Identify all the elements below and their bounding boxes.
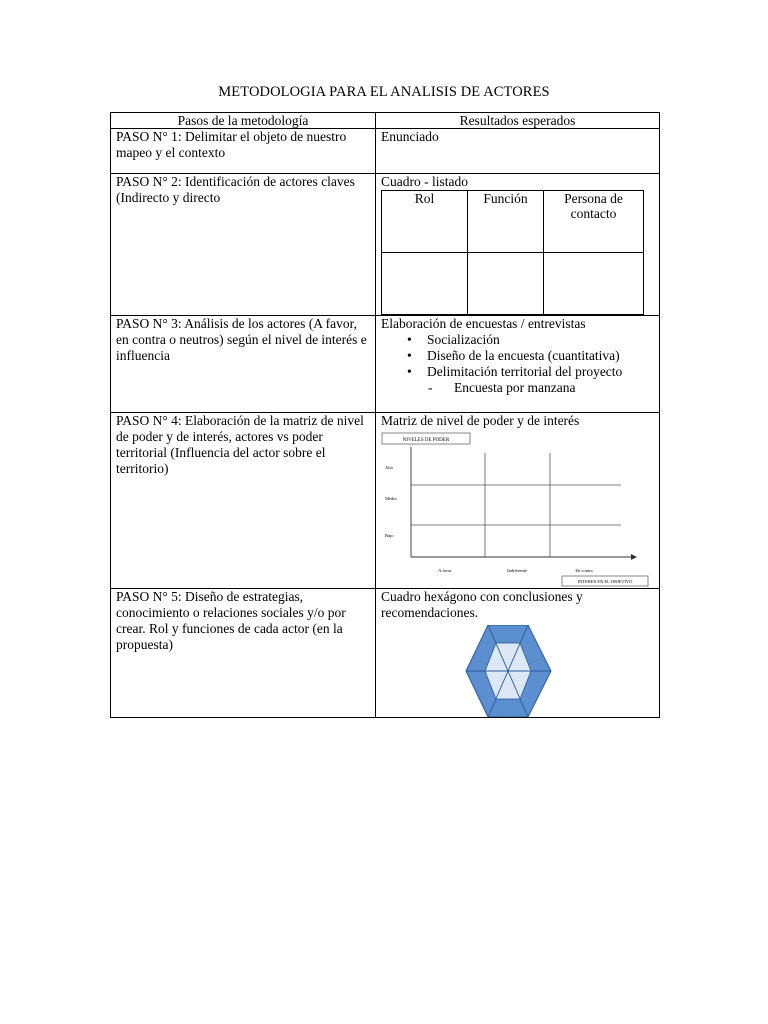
matrix-x-label: En contra [575,568,593,573]
list-item: • Delimitación territorial del proyecto [427,364,654,380]
step-cell: PASO N° 1: Delimitar el objeto de nuestro mapeo y el contexto [111,129,376,174]
header-steps: Pasos de la metodología [111,113,376,129]
matrix-y-label: Bajo [385,533,394,538]
result-cell [376,589,660,718]
result-cell [376,174,660,316]
table-header-row [111,113,660,129]
result-label: Elaboración de encuestas / entrevistas [381,316,586,331]
hexagon-diagram [381,625,655,717]
table-row [111,174,660,316]
list-item: • Socialización [427,332,654,348]
actors-list-table [381,190,644,315]
subtable-header-contacto: Persona de contacto [544,191,644,253]
subtable-empty-cell [544,253,644,315]
result-label: Matriz de nivel de poder y de interés [381,413,580,428]
matrix-x-title: INTERES EN EL OBJETIVO [577,579,633,584]
result-cell [376,316,660,413]
step-cell: PASO N° 5: Diseño de estrategias, conocimiento o relaciones sociales y/o por crear. Rol y funciones de cada actor (en la propuesta) [111,589,376,718]
subtable-empty-cell [468,253,544,315]
header-results: Resultados esperados [376,113,660,129]
matrix-y-label: Medio [385,496,397,501]
step-cell: PASO N° 3: Análisis de los actores (A favor, en contra o neutros) según el nivel de interés e influencia [111,316,376,413]
table-row [111,129,660,174]
subtable-header-rol: Rol [382,191,468,253]
result-cell [376,413,660,589]
step-cell: PASO N° 4: Elaboración de la matriz de nivel de poder y de interés, actores vs poder territorial (Influencia del actor sobre el territorio) [111,413,376,589]
result-label: Cuadro - listado [381,174,468,189]
power-interest-matrix [381,431,655,587]
result-label: Cuadro hexágono con conclusiones y recomendaciones. [381,589,583,620]
table-row [111,589,660,718]
document-title: METODOLOGIA PARA EL ANALISIS DE ACTORES [218,84,550,100]
matrix-x-label: Indiferente [507,568,527,573]
list-item: • Diseño de la encuesta (cuantitativa) [427,348,654,364]
bullet-list [381,332,654,380]
result-cell: Enunciado [376,129,660,174]
sub-list-item: - Encuesta por manzana [381,380,654,396]
matrix-x-label: A favor [438,568,452,573]
step-cell: PASO N° 2: Identificación de actores claves (Indirecto y directo [111,174,376,316]
methodology-table [110,112,660,718]
subtable-header-funcion: Función [468,191,544,253]
table-row [111,316,660,413]
subtable-empty-cell [382,253,468,315]
matrix-y-label: Alto [385,465,394,470]
matrix-y-title: NIVELES DE PODER [402,438,450,443]
table-row [111,413,660,589]
